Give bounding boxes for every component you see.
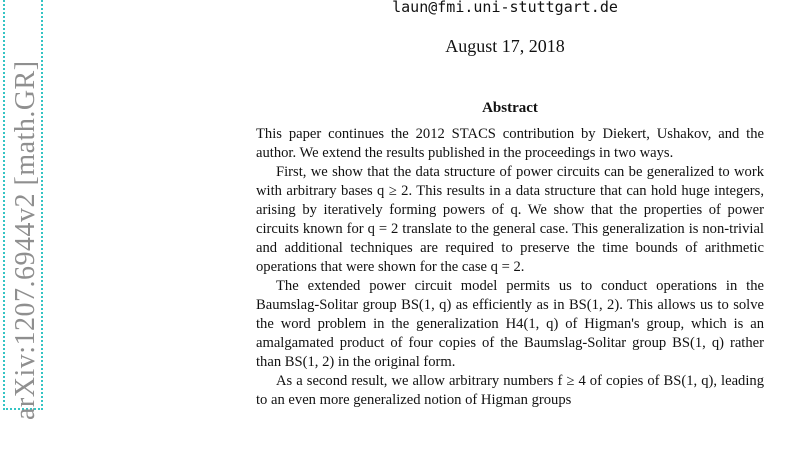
arxiv-identifier: arXiv:1207.6944v2 [math.GR] xyxy=(10,60,41,420)
paper-date: August 17, 2018 xyxy=(445,36,565,56)
author-email: laun@fmi.uni-stuttgart.de xyxy=(392,0,618,16)
abstract-heading: Abstract xyxy=(482,100,538,116)
abstract-paragraph-1: This paper continues the 2012 STACS contribution by Diekert, Ushakov, and the author. We extend the results published in the proceedings in two ways. xyxy=(256,126,764,161)
abstract-paragraph-4: As a second result, we allow arbitrary numbers f ≥ 4 of copies of BS(1, q), leading to an even more generalized notion of Higman groups xyxy=(256,373,764,408)
abstract-paragraph-2: First, we show that the data structure of power circuits can be generalized to work with arbitrary bases q ≥ 2. This results in a data structure that can hold huge integers, arising by iteratively forming powers of q. We show that the properties of power circuits known for q = 2 translate to the general case. This generalization is non-trivial and additional techniques are required to preserve the time bounds of arithmetic operations that were shown for the case q = 2. xyxy=(256,164,764,275)
arxiv-sidebar xyxy=(0,0,46,450)
abstract-paragraph-3: The extended power circuit model permits us to conduct operations in the Baumslag-Solitar group BS(1, q) as efficiently as in BS(1, 2). This allows us to solve the word problem in the generalization H4(1, q) of Higman's group, which is an amalgamated product of four copies of the Baumslag-Solitar group BS(1, q) rather than BS(1, 2) in the original form. xyxy=(256,278,764,370)
abstract-body xyxy=(256,125,764,410)
